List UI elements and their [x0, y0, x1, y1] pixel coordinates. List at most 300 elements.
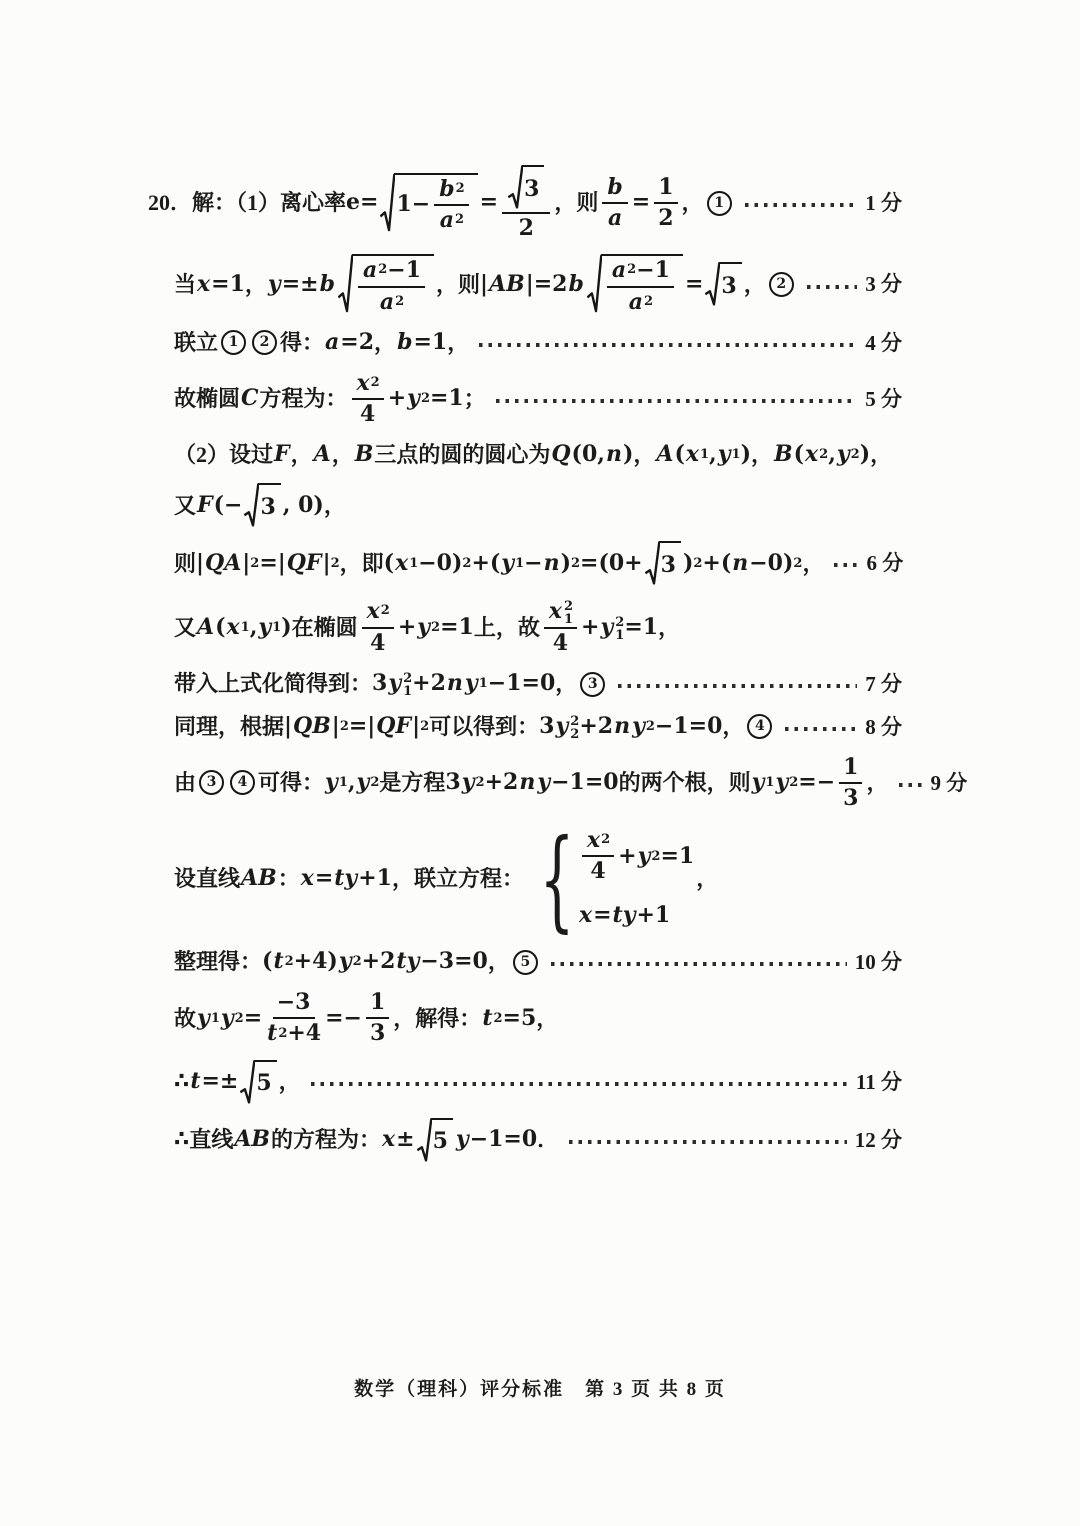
denominator	[379, 288, 404, 315]
text-run: 得：	[280, 329, 325, 355]
math-variable: A	[313, 441, 331, 468]
math-text: =1	[430, 385, 464, 412]
math-variable: QF	[376, 712, 412, 739]
dotted-leader	[569, 1140, 847, 1144]
system-row	[578, 901, 670, 931]
circled-number: 3	[580, 672, 605, 697]
math-variable: n	[605, 441, 622, 468]
math-variable: x	[300, 865, 314, 892]
math-text: +2	[412, 670, 446, 697]
math-variable: y	[407, 385, 420, 412]
math-variable: b	[397, 328, 413, 355]
math-text: =5	[502, 1004, 537, 1031]
superscript: 2	[651, 848, 661, 864]
fraction	[839, 755, 862, 812]
superscript: 2	[378, 262, 388, 278]
math-variable: QB	[293, 712, 331, 739]
subscript: 1	[765, 775, 775, 791]
math-variable: x	[382, 1126, 396, 1153]
fraction	[602, 175, 627, 232]
square-root	[244, 483, 280, 528]
math-variable: n	[446, 670, 463, 697]
math-variable: n	[614, 712, 631, 739]
radical	[244, 483, 259, 528]
solution-lines	[148, 165, 968, 1176]
subscript: 1	[338, 775, 348, 791]
superscript: 2	[250, 555, 260, 571]
denominator	[607, 204, 623, 231]
square-root	[417, 1118, 453, 1163]
numerator	[502, 165, 550, 214]
superscript: 2	[395, 293, 405, 309]
math-variable: x	[805, 441, 819, 468]
math-text: =−	[325, 1004, 362, 1031]
text-run: 由	[174, 769, 197, 795]
denominator	[658, 204, 673, 231]
circled-number: 3	[199, 770, 224, 795]
subscript: 1	[615, 627, 625, 643]
math-variable: y	[555, 712, 569, 739]
math-variable: ty	[396, 948, 420, 975]
math-text: =2	[340, 328, 375, 355]
superscript: 2	[284, 954, 294, 970]
subscript: 1	[403, 684, 413, 699]
math-variable: C	[241, 385, 259, 412]
math-text: |=2	[525, 270, 568, 297]
text-run: ，	[374, 329, 397, 355]
radical-icon	[338, 254, 353, 315]
math-text: +2	[579, 712, 614, 739]
text-run: 同理，根据	[174, 713, 285, 739]
math-text: 5	[256, 1070, 272, 1097]
math-text: |	[284, 712, 293, 739]
system-rows	[578, 828, 694, 930]
math-text: =−	[798, 768, 836, 795]
text-run: 又	[174, 614, 197, 640]
sub-sup-stack	[387, 669, 412, 699]
math-text: )	[740, 441, 751, 468]
math-text: =(0+	[580, 549, 643, 576]
math-variable: a	[607, 205, 623, 232]
line-final-answer	[148, 1118, 902, 1163]
radical-icon	[244, 483, 259, 528]
math-variable: AB	[241, 865, 277, 892]
math-text: −1=0	[551, 768, 619, 795]
radicand	[394, 173, 477, 234]
math-variable: b	[439, 175, 455, 202]
math-variable: a	[325, 328, 340, 355]
numerator	[352, 371, 384, 400]
math-variable: x	[548, 598, 562, 625]
dotted-leader	[311, 1082, 848, 1086]
square-root	[240, 1060, 276, 1105]
text-run: 则	[174, 550, 197, 576]
math-text: ±	[396, 1126, 415, 1153]
numerator	[273, 990, 315, 1019]
math-text: =	[314, 865, 334, 892]
math-variable: y	[267, 270, 281, 297]
text-run: 带入上式化简得到：	[174, 671, 373, 697]
math-variable: y	[197, 1004, 210, 1031]
math-text: 3	[445, 768, 461, 795]
line-qa-qf	[148, 541, 902, 586]
superscript: 2	[455, 212, 465, 228]
math-text: +1	[636, 901, 671, 928]
fraction	[607, 258, 674, 315]
score-label: 5 分	[865, 386, 902, 411]
math-variable: n	[519, 768, 536, 795]
math-variable: x	[586, 827, 601, 854]
math-text: 1	[843, 753, 859, 780]
math-text: =1	[624, 613, 659, 640]
math-variable: a	[611, 257, 627, 284]
math-variable: t	[273, 948, 284, 975]
radicand	[254, 1060, 276, 1105]
line-part2-setup	[148, 440, 902, 470]
text-run: ，	[750, 442, 773, 468]
math-text: =1	[660, 842, 695, 869]
math-text: =1	[211, 270, 245, 297]
denominator	[843, 784, 858, 811]
math-text: 3	[660, 551, 676, 578]
math-text: −1=0	[469, 1126, 538, 1153]
math-text: ,	[249, 613, 258, 640]
math-text: −3	[276, 989, 311, 1016]
square-root	[705, 262, 741, 307]
numerator	[582, 828, 614, 857]
superscript: 2	[278, 1025, 288, 1041]
fraction	[434, 177, 468, 234]
radicand	[258, 483, 280, 528]
square-root	[645, 541, 681, 586]
math-variable: a	[628, 288, 644, 315]
superscript: 2	[420, 718, 430, 734]
score-label: 10 分	[854, 950, 902, 975]
superscript: 2	[352, 954, 362, 970]
math-text: +4)	[293, 948, 338, 975]
circled-number: 2	[769, 272, 794, 297]
circled-number: 5	[513, 950, 538, 975]
math-variable: a	[379, 288, 395, 315]
math-text: (	[674, 441, 685, 468]
text-run: ，	[536, 1005, 559, 1031]
math-variable: y	[356, 768, 370, 795]
superscript: 2	[570, 555, 581, 571]
subscript: 2	[850, 447, 860, 463]
sub-sup-stack	[554, 712, 579, 742]
radical	[338, 254, 353, 315]
subscript: 1	[478, 676, 488, 692]
radical-icon	[705, 262, 720, 307]
math-variable: QA	[205, 549, 242, 576]
score-label: 3 分	[865, 272, 902, 297]
math-variable: x	[226, 613, 240, 640]
math-variable: ty	[334, 865, 358, 892]
dotted-leader	[618, 684, 857, 688]
math-variable: y	[600, 613, 614, 640]
text-run: 方程为：	[259, 386, 348, 412]
math-text: −1	[387, 257, 422, 284]
denominator	[553, 629, 568, 656]
math-variable: y	[717, 441, 731, 468]
superscript: 2	[380, 603, 390, 619]
subscript: 1	[700, 447, 710, 463]
math-text: ,	[709, 441, 717, 468]
sub-sup-column	[570, 715, 579, 741]
fraction	[502, 165, 550, 241]
score-label: 6 分	[866, 551, 904, 576]
text-run: ，则	[554, 190, 599, 216]
math-text: |	[480, 270, 489, 297]
math-text: 3	[721, 272, 737, 299]
text-run: 三点的圆的圆心为	[374, 442, 551, 468]
fraction	[544, 599, 577, 656]
math-text: )	[622, 441, 634, 468]
math-text: 1−	[396, 191, 431, 218]
line-solve-ab	[148, 328, 902, 358]
subscript: 1	[563, 611, 574, 627]
text-run: ，	[866, 769, 889, 795]
subscript: 1	[409, 555, 419, 571]
text-run: 设直线	[174, 866, 241, 892]
math-text: |	[412, 712, 421, 739]
math-text: =	[684, 270, 704, 297]
radicand	[659, 541, 681, 586]
line-line-ab-system	[148, 814, 902, 943]
math-text: =	[593, 901, 612, 928]
sub-sup-column	[615, 616, 624, 642]
superscript: 2	[462, 555, 472, 571]
math-variable: t	[190, 1068, 201, 1095]
math-variable: y	[632, 712, 645, 739]
text-run: ，	[696, 866, 719, 892]
math-variable: AB	[489, 270, 525, 297]
math-variable: t	[482, 1004, 493, 1031]
subscript: 2	[570, 726, 580, 742]
superscript: 2	[563, 598, 574, 614]
radical	[587, 254, 602, 315]
superscript: 2	[431, 619, 441, 635]
math-text: )	[560, 549, 571, 576]
text-run: 可以得到：	[429, 713, 540, 739]
superscript: 2	[420, 391, 430, 407]
math-variable: y	[537, 768, 551, 795]
math-variable: x	[685, 441, 699, 468]
denominator	[370, 629, 385, 656]
math-text: 3	[260, 493, 276, 520]
text-run: ，则	[436, 271, 481, 297]
math-variable: F	[197, 491, 213, 518]
math-text: 3	[843, 784, 859, 811]
radical-icon	[417, 1118, 432, 1163]
text-run: ，	[802, 550, 825, 576]
text-run: ，	[633, 442, 656, 468]
math-text: +2	[484, 768, 519, 795]
text-run: 20．解：（1）离心率	[148, 190, 347, 216]
math-text: ,	[347, 768, 356, 795]
math-text: −3=0	[420, 948, 488, 975]
text-run: ，解得：	[393, 1005, 482, 1031]
math-text: 2	[658, 205, 674, 232]
math-variable: y	[258, 613, 272, 640]
math-variable: y	[417, 613, 431, 640]
square-root	[587, 254, 683, 315]
math-text: +2	[361, 948, 396, 975]
text-run: （2）设过	[174, 442, 274, 468]
page-footer: 数学（理科）评分标准 第 3 页 共 8 页	[354, 1379, 726, 1400]
math-variable: x	[578, 901, 593, 928]
square-root	[338, 254, 434, 315]
math-text: 3	[372, 670, 388, 697]
text-run: ，	[555, 671, 578, 697]
math-text: 5	[432, 1128, 448, 1155]
text-run: ，	[658, 614, 681, 640]
fraction	[358, 258, 425, 315]
numerator	[607, 258, 674, 287]
text-run: 在椭圆	[291, 614, 358, 640]
superscript: 2	[570, 713, 580, 729]
numerator	[362, 599, 394, 628]
square-root	[380, 173, 477, 234]
math-text: (	[793, 441, 805, 468]
math-variable: y	[836, 441, 850, 468]
math-variable: QF	[286, 549, 322, 576]
circled-number: 4	[230, 770, 255, 795]
math-text: e=	[346, 189, 379, 216]
superscript: 2	[644, 293, 654, 309]
math-variable: y	[325, 768, 338, 795]
math-text: 3	[524, 175, 540, 202]
text-run: 是方程	[379, 769, 446, 795]
subscript: 1	[210, 1010, 220, 1026]
subscript: 2	[645, 718, 655, 734]
text-run: ，	[331, 442, 354, 468]
line-a-on-ellipse	[148, 599, 902, 656]
fraction	[352, 371, 384, 428]
superscript: 2	[455, 181, 465, 197]
math-variable: y	[338, 948, 352, 975]
subscript: 1	[515, 555, 525, 571]
superscript: 2	[693, 555, 703, 571]
line-ab-chord	[148, 254, 902, 315]
math-text: +	[397, 613, 417, 640]
text-run: ；	[463, 386, 486, 412]
math-text: |	[196, 549, 205, 576]
numerator	[358, 258, 425, 287]
superscript: 2	[793, 555, 803, 571]
text-run: 可得：	[258, 769, 325, 795]
superscript: 2	[601, 832, 611, 848]
text-run: ，	[743, 271, 766, 297]
math-text: −0)	[749, 549, 794, 576]
fraction	[362, 599, 394, 656]
math-variable: A	[197, 613, 215, 640]
denominator	[519, 214, 534, 241]
text-run: ，	[290, 442, 313, 468]
radical	[508, 165, 523, 210]
sub-sup-column	[403, 672, 412, 698]
math-variable: y	[455, 1126, 469, 1153]
math-text: )	[859, 441, 871, 468]
math-variable: y	[388, 670, 402, 697]
line-t-value	[148, 1060, 902, 1105]
superscript: 2	[627, 262, 637, 278]
denominator	[439, 206, 464, 233]
radical-icon	[380, 173, 395, 234]
sub-sup-column	[564, 600, 573, 626]
line-solve-t	[148, 990, 902, 1047]
numerator	[366, 990, 389, 1019]
circled-number: 1	[221, 330, 246, 355]
dotted-leader	[551, 962, 847, 966]
superscript: 2	[403, 671, 413, 686]
math-text: 2	[518, 215, 534, 241]
subscript: 2	[234, 1010, 244, 1026]
math-text: +1	[358, 865, 392, 892]
math-variable: y	[501, 549, 515, 576]
subscript: 2	[370, 775, 380, 791]
math-text: )	[281, 613, 292, 640]
math-text: , 0)	[282, 491, 324, 518]
math-text: 4	[370, 629, 386, 656]
math-text: (−	[213, 491, 243, 518]
score-label: 11 分	[855, 1070, 902, 1095]
math-text: =	[479, 189, 499, 216]
superscript: 2	[475, 775, 485, 791]
dotted-leader	[899, 783, 923, 787]
line-eccentricity	[148, 165, 902, 241]
math-text: |	[242, 549, 251, 576]
fraction	[266, 990, 321, 1047]
radical	[645, 541, 660, 586]
denominator	[266, 1019, 321, 1046]
sub-sup-stack	[548, 599, 573, 625]
numerator	[839, 755, 862, 784]
square-root	[508, 165, 544, 210]
math-text: =|	[259, 549, 286, 576]
math-text: 4	[552, 629, 569, 656]
text-run: ，	[278, 1069, 301, 1095]
numerator	[654, 175, 677, 204]
equation-system	[532, 814, 695, 943]
superscript: 2	[339, 718, 349, 734]
dotted-leader	[785, 727, 857, 731]
circled-number: 4	[747, 714, 772, 739]
math-text: −1=0	[654, 712, 723, 739]
score-label: 12 分	[854, 1128, 902, 1153]
fraction	[582, 828, 614, 885]
text-run: ，	[870, 442, 893, 468]
denominator	[628, 288, 653, 315]
math-variable: x	[395, 549, 409, 576]
superscript: 2	[370, 374, 380, 390]
math-text: 3	[539, 712, 555, 739]
line-vieta	[148, 753, 968, 812]
math-variable: y	[751, 768, 765, 795]
math-text: =±	[201, 1068, 239, 1095]
fraction	[654, 175, 677, 232]
dotted-leader	[745, 203, 858, 207]
dotted-leader	[834, 563, 858, 567]
numerator	[544, 599, 577, 629]
score-label: 9 分	[930, 770, 968, 795]
math-text: (	[262, 948, 273, 975]
math-variable: n	[543, 549, 560, 576]
score-label: 1 分	[865, 190, 902, 215]
math-text: 4	[359, 400, 376, 427]
text-run: 又	[174, 492, 197, 518]
subscript: 1	[240, 619, 250, 635]
